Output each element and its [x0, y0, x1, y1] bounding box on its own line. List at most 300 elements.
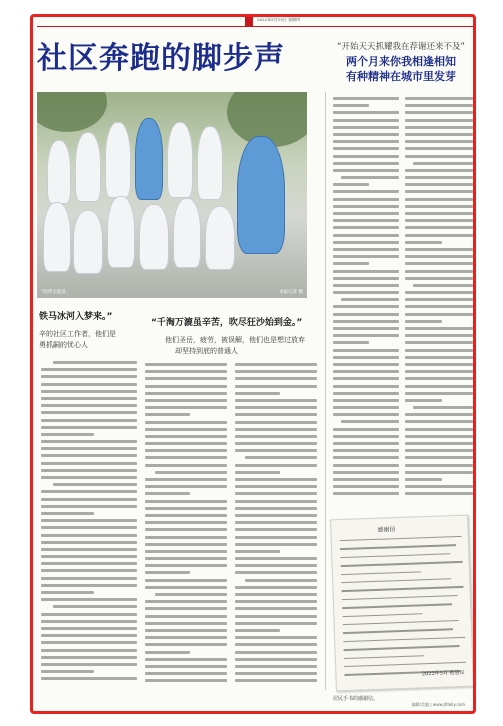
- body-text-line: [333, 442, 399, 445]
- body-text-line: [405, 140, 473, 143]
- body-text-line: [235, 492, 317, 495]
- body-text-line: [41, 505, 137, 508]
- letter-caption: 居民手书的感谢信。: [333, 696, 379, 702]
- handwriting-stroke: [342, 595, 458, 600]
- body-text-line: [333, 226, 399, 229]
- body-text-line: [235, 485, 317, 488]
- body-text-line: [333, 140, 399, 143]
- body-text-line: [333, 406, 399, 409]
- body-text-line: [41, 419, 137, 422]
- body-text-line: [145, 392, 227, 395]
- body-text-line: [235, 363, 317, 366]
- body-text-line: [235, 370, 317, 373]
- body-text-line: [333, 155, 399, 158]
- body-text-line: [341, 176, 399, 179]
- body-text-line: [333, 270, 399, 273]
- body-text-line: [341, 298, 399, 301]
- body-text-line: [41, 620, 137, 623]
- page-footer: 编辑/美编 | www.jfdaily.com: [411, 702, 465, 707]
- body-column-2: [145, 363, 227, 691]
- body-text-line: [145, 428, 227, 431]
- body-text-line: [235, 564, 317, 567]
- body-text-line: [145, 385, 227, 388]
- body-text-line: [235, 636, 317, 639]
- body-text-line: [145, 629, 227, 632]
- body-text-line: [41, 526, 137, 529]
- body-text-line: [333, 320, 399, 323]
- body-text-line: [41, 512, 94, 515]
- body-text-line: [145, 536, 227, 539]
- body-text-line: [235, 643, 317, 646]
- volunteer-figure: [197, 126, 223, 200]
- body-text-line: [145, 421, 227, 424]
- body-text-line: [333, 478, 399, 481]
- body-text-line: [405, 492, 473, 495]
- body-text-line: [41, 469, 137, 472]
- issue-date: 2022年5月19日 星期四: [257, 17, 301, 22]
- body-text-line: [41, 519, 137, 522]
- body-column-5: [405, 97, 473, 505]
- story-title-line2: 有种精神在城市里发芽: [346, 70, 456, 83]
- body-text-line: [145, 679, 227, 682]
- handwriting-stroke: [343, 620, 459, 625]
- handwriting-stroke: [340, 553, 450, 558]
- volunteer-figure: [139, 204, 169, 270]
- body-text-line: [145, 571, 190, 574]
- body-text-line: [405, 392, 473, 395]
- body-text-line: [235, 586, 317, 589]
- body-text-line: [333, 169, 399, 172]
- body-text-line: [41, 490, 137, 493]
- body-text-line: [333, 464, 399, 467]
- body-text-line: [53, 483, 137, 486]
- body-text-line: [145, 651, 190, 654]
- photo-credit: 本报记者 摄: [279, 290, 303, 295]
- body-text-line: [405, 428, 473, 431]
- handwriting-stroke: [344, 662, 466, 668]
- body-text-line: [145, 456, 227, 459]
- handwriting-stroke: [340, 544, 456, 549]
- body-text-line: [235, 600, 317, 603]
- body-text-line: [333, 313, 399, 316]
- handwriting-stroke: [340, 536, 462, 542]
- body-text-line: [235, 593, 317, 596]
- body-text-line: [405, 234, 473, 237]
- body-text-line: [333, 471, 399, 474]
- body-column-3: [235, 363, 317, 691]
- left-pull-quote: 铁马冰河入梦来。”: [39, 312, 113, 322]
- body-text-line: [145, 607, 227, 610]
- body-text-line: [333, 428, 399, 431]
- body-text-line: [145, 500, 227, 503]
- body-text-line: [333, 349, 399, 352]
- body-text-line: [235, 442, 317, 445]
- handwriting-stroke: [342, 613, 422, 617]
- body-text-line: [235, 615, 317, 618]
- volunteer-figure: [205, 206, 235, 270]
- body-text-line: [41, 397, 137, 400]
- story-title: [328, 54, 474, 84]
- body-text-line: [405, 485, 473, 488]
- body-text-line: [235, 629, 280, 632]
- body-text-line: [333, 111, 399, 114]
- body-text-line: [405, 313, 473, 316]
- story-title-line1: 两个月来你我相逢相知: [346, 55, 456, 68]
- body-text-line: [145, 514, 227, 517]
- body-text-line: [333, 104, 369, 107]
- body-text-line: [41, 656, 137, 659]
- body-text-line: [333, 205, 399, 208]
- middle-pull-quote: “千淘万漉虽辛苦，吹尽狂沙始到金。”: [151, 318, 303, 328]
- body-text-line: [235, 679, 317, 682]
- body-text-line: [235, 571, 317, 574]
- body-text-line: [145, 672, 227, 675]
- body-text-line: [405, 155, 473, 158]
- body-text-line: [405, 420, 473, 423]
- body-text-line: [145, 435, 227, 438]
- body-text-line: [41, 598, 137, 601]
- body-text-line: [405, 442, 473, 445]
- body-text-line: [235, 406, 317, 409]
- body-text-line: [41, 555, 137, 558]
- body-text-line: [145, 399, 227, 402]
- body-text-line: [333, 377, 399, 380]
- body-text-line: [405, 104, 473, 107]
- body-text-line: [405, 341, 473, 344]
- body-text-line: [235, 658, 317, 661]
- body-text-line: [41, 584, 137, 587]
- body-text-line: [41, 613, 137, 616]
- body-text-line: [145, 643, 227, 646]
- body-text-line: [41, 577, 137, 580]
- body-text-line: [145, 464, 227, 467]
- body-text-line: [235, 651, 317, 654]
- body-text-line: [405, 399, 442, 402]
- body-text-line: [333, 248, 399, 251]
- handwriting-stroke: [341, 561, 463, 567]
- body-text-line: [405, 327, 473, 330]
- body-text-line: [145, 449, 227, 452]
- body-text-line: [333, 291, 399, 294]
- story-kicker: “开始天天抓耀我在荐谢还来不及”: [337, 42, 465, 52]
- handwriting-stroke: [343, 637, 465, 643]
- body-text-line: [333, 262, 369, 265]
- body-text-line: [41, 562, 137, 565]
- body-text-line: [235, 607, 317, 610]
- body-text-line: [405, 198, 473, 201]
- body-text-line: [41, 440, 137, 443]
- body-text-line: [235, 500, 317, 503]
- body-text-line: [41, 649, 137, 652]
- body-column-4: [333, 97, 399, 505]
- volunteer-figure: [173, 198, 201, 268]
- body-text-line: [413, 162, 473, 165]
- body-text-line: [145, 622, 227, 625]
- body-text-line: [333, 435, 399, 438]
- body-text-line: [41, 476, 137, 479]
- body-text-line: [235, 435, 317, 438]
- left-subtitle-line2: 勇抓嗣的忧心人: [39, 341, 88, 349]
- body-text-line: [235, 449, 317, 452]
- body-text-line: [145, 363, 227, 366]
- body-text-line: [155, 471, 227, 474]
- handwritten-thank-you-letter: [330, 515, 474, 692]
- body-text-line: [333, 327, 399, 330]
- body-text-line: [413, 284, 473, 287]
- body-text-line: [405, 435, 473, 438]
- body-text-line: [235, 528, 317, 531]
- body-text-line: [405, 248, 473, 251]
- body-text-line: [333, 284, 399, 287]
- body-text-line: [405, 291, 473, 294]
- body-text-line: [333, 305, 399, 308]
- body-text-line: [405, 464, 473, 467]
- body-text-line: [405, 478, 442, 481]
- masthead-bar: [33, 17, 473, 27]
- body-text-line: [235, 543, 317, 546]
- body-text-line: [145, 658, 227, 661]
- body-text-line: [145, 442, 227, 445]
- handwriting-stroke: [341, 578, 451, 583]
- volunteer-figure: [47, 140, 71, 204]
- body-text-line: [245, 456, 317, 459]
- body-text-line: [235, 550, 280, 553]
- body-text-line: [145, 600, 227, 603]
- body-text-line: [235, 428, 317, 431]
- body-text-line: [41, 641, 137, 644]
- body-text-line: [41, 670, 94, 673]
- body-text-line: [41, 426, 137, 429]
- volunteer-figure: [107, 196, 135, 268]
- handwriting-stroke: [342, 603, 452, 608]
- body-text-line: [333, 162, 399, 165]
- body-text-line: [405, 305, 473, 308]
- body-text-line: [145, 557, 227, 560]
- body-text-line: [41, 534, 137, 537]
- body-text-line: [405, 111, 473, 114]
- body-text-line: [333, 356, 399, 359]
- body-text-line: [41, 663, 137, 666]
- body-text-line: [235, 665, 317, 668]
- body-text-line: [145, 478, 227, 481]
- body-text-line: [405, 190, 473, 193]
- letter-signature: 2022年5月 致居民: [421, 669, 465, 678]
- body-text-line: [41, 404, 137, 407]
- body-text-line: [145, 564, 227, 567]
- body-text-line: [405, 226, 473, 229]
- body-text-line: [41, 390, 137, 393]
- column-divider: [325, 92, 326, 690]
- body-text-line: [235, 464, 317, 467]
- volunteer-figure: [135, 118, 163, 200]
- body-text-line: [145, 528, 227, 531]
- body-text-line: [235, 392, 280, 395]
- body-text-line: [333, 147, 399, 150]
- body-text-line: [41, 462, 137, 465]
- body-text-line: [41, 368, 137, 371]
- body-text-line: [41, 627, 137, 630]
- body-text-line: [333, 277, 399, 280]
- body-text-line: [145, 377, 227, 380]
- body-text-line: [145, 665, 227, 668]
- body-text-line: [405, 377, 473, 380]
- body-text-line: [41, 383, 137, 386]
- body-text-line: [41, 591, 94, 594]
- body-text-line: [333, 370, 399, 373]
- letter-heading: 感谢信: [377, 526, 396, 534]
- body-text-line: [405, 456, 473, 459]
- body-text-line: [333, 183, 369, 186]
- left-subtitle-line1: 辛的社区工作者，他们是: [39, 330, 116, 338]
- body-text-line: [155, 593, 227, 596]
- volunteer-figure: [105, 122, 131, 198]
- newspaper-page: [30, 14, 476, 714]
- body-text-line: [405, 356, 473, 359]
- body-text-line: [333, 392, 399, 395]
- volunteer-figure: [237, 136, 285, 254]
- body-text-line: [405, 449, 473, 452]
- body-text-line: [405, 298, 473, 301]
- body-text-line: [145, 550, 227, 553]
- body-text-line: [333, 399, 399, 402]
- body-text-line: [405, 270, 473, 273]
- body-text-line: [41, 569, 137, 572]
- body-text-line: [405, 119, 473, 122]
- handwriting-stroke: [344, 655, 424, 659]
- volunteer-figure: [43, 202, 71, 272]
- body-text-line: [41, 447, 137, 450]
- body-text-line: [333, 234, 399, 237]
- body-text-line: [405, 169, 473, 172]
- body-text-line: [235, 622, 317, 625]
- body-text-line: [41, 677, 137, 680]
- body-column-1: [41, 361, 137, 691]
- body-text-line: [145, 579, 227, 582]
- body-text-line: [405, 241, 442, 244]
- volunteer-figure: [75, 132, 101, 202]
- body-text-line: [53, 361, 137, 364]
- body-text-line: [333, 341, 369, 344]
- body-text-line: [235, 536, 317, 539]
- handwriting-stroke: [341, 571, 421, 575]
- body-text-line: [405, 212, 473, 215]
- body-text-line: [145, 406, 227, 409]
- body-text-line: [145, 370, 227, 373]
- body-text-line: [405, 183, 473, 186]
- masthead-rule: [37, 26, 473, 27]
- middle-subtitle-line2: 却坚持到底的普通人: [175, 347, 238, 355]
- body-text-line: [41, 375, 137, 378]
- body-text-line: [333, 413, 399, 416]
- body-text-line: [333, 449, 399, 452]
- body-text-line: [235, 377, 317, 380]
- letter-handwriting: [331, 516, 467, 521]
- body-text-line: [333, 255, 399, 258]
- body-text-line: [41, 541, 137, 544]
- body-text-line: [145, 485, 227, 488]
- handwriting-stroke: [342, 586, 464, 592]
- body-text-line: [145, 636, 227, 639]
- body-text-line: [235, 672, 317, 675]
- body-text-line: [245, 579, 317, 582]
- body-text-line: [405, 262, 473, 265]
- body-text-line: [405, 370, 473, 373]
- body-text-line: [333, 334, 399, 337]
- body-text-line: [333, 126, 399, 129]
- body-text-line: [333, 212, 399, 215]
- body-text-line: [235, 471, 280, 474]
- body-text-line: [333, 219, 399, 222]
- body-text-line: [41, 498, 137, 501]
- body-text-line: [145, 521, 227, 524]
- body-text-line: [235, 478, 317, 481]
- body-text-line: [405, 205, 473, 208]
- volunteer-figure: [167, 122, 193, 198]
- handwriting-stroke: [343, 629, 453, 634]
- photo-tree: [37, 92, 107, 132]
- body-text-line: [405, 385, 473, 388]
- body-text-line: [405, 176, 473, 179]
- body-text-line: [405, 147, 473, 150]
- body-text-line: [333, 119, 399, 122]
- body-text-line: [333, 190, 399, 193]
- volunteer-figure: [73, 210, 103, 274]
- body-text-line: [405, 277, 473, 280]
- body-text-line: [145, 413, 190, 416]
- page-number-badge: [245, 17, 253, 26]
- body-text-line: [405, 219, 473, 222]
- body-text-line: [235, 557, 317, 560]
- body-text-line: [405, 255, 473, 258]
- body-text-line: [235, 385, 317, 388]
- body-text-line: [145, 507, 227, 510]
- body-text-line: [405, 133, 473, 136]
- body-text-line: [41, 433, 94, 436]
- body-text-line: [333, 485, 399, 488]
- body-text-line: [405, 471, 473, 474]
- volunteer-group-photo: [37, 92, 307, 298]
- body-text-line: [41, 454, 137, 457]
- body-text-line: [235, 514, 317, 517]
- body-text-line: [53, 605, 137, 608]
- body-text-line: [41, 411, 137, 414]
- body-text-line: [145, 586, 227, 589]
- body-text-line: [235, 399, 317, 402]
- photo-caption: “陪伴志愿者。: [41, 290, 71, 295]
- body-text-line: [235, 521, 317, 524]
- body-text-line: [333, 456, 399, 459]
- body-text-line: [235, 507, 317, 510]
- body-text-line: [413, 406, 473, 409]
- body-text-line: [405, 320, 442, 323]
- body-text-line: [333, 363, 399, 366]
- body-text-line: [405, 126, 473, 129]
- body-text-line: [333, 241, 399, 244]
- body-text-line: [235, 413, 317, 416]
- body-text-line: [333, 133, 399, 136]
- body-text-line: [235, 421, 317, 424]
- body-text-line: [333, 198, 399, 201]
- body-text-line: [41, 548, 137, 551]
- body-text-line: [405, 334, 473, 337]
- handwriting-stroke: [344, 645, 460, 650]
- body-text-line: [145, 615, 227, 618]
- middle-subtitle-line1: 他们圣岳，疲劳，被误解，他们也是想过放弃: [165, 336, 305, 344]
- body-text-line: [341, 420, 399, 423]
- body-text-line: [41, 634, 137, 637]
- body-text-line: [405, 349, 473, 352]
- body-text-line: [145, 492, 190, 495]
